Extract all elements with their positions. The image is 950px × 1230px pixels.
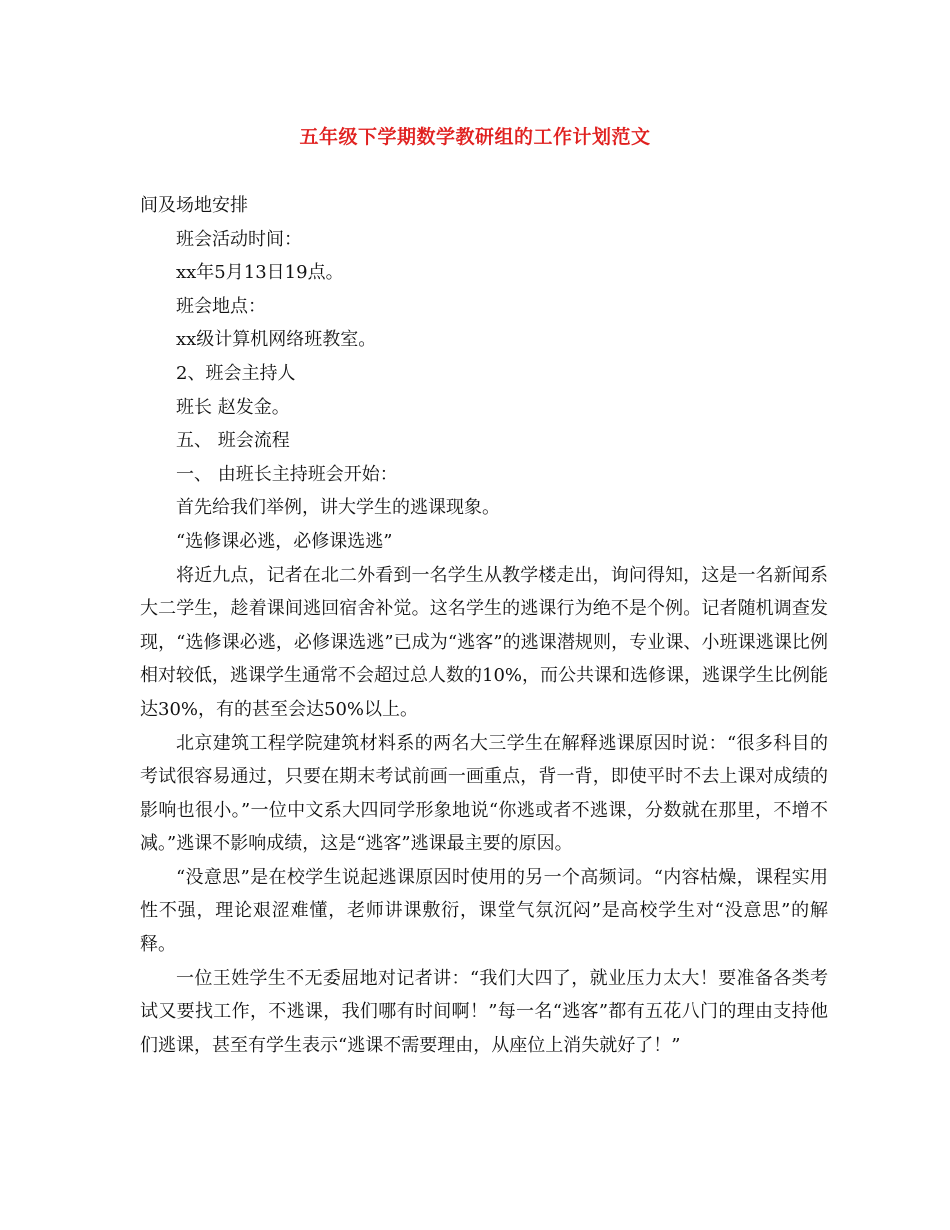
body-paragraph: 将近九点，记者在北二外看到一名学生从教学楼走出，询问得知，这是一名新闻系大二学生，趁着课间逃回宿舍补觉。这名学生的逃课行为绝不是个例。记者随机调查发现，“选修课必逃，必修课选逃”已成为“逃客”的逃课潜规则，专业课、小班课逃课比例相对较低，逃课学生通常不会超过总人数的10%，而公共课和选修课，逃课学生比例能达30%，有的甚至会达50%以上。 xyxy=(140,564,829,720)
body-paragraph: “选修课必逃，必修课选逃” xyxy=(176,530,393,552)
body-paragraph: xx年5月13日19点。 xyxy=(176,262,344,284)
body-paragraph: 2、班会主持人 xyxy=(176,362,296,384)
body-paragraph: 一、 由班长主持班会开始： xyxy=(176,463,398,485)
body-paragraph: 北京建筑工程学院建筑材料系的两名大三学生在解释逃课原因时说：“很多科目的考试很容易通过，只要在期末考试前画一画重点，背一背，即使平时不去上课对成绩的影响也很小。”一位中文系大四同学形象地说“你逃或者不逃课，分数就在那里，不增不减。”逃课不影响成绩，这是“逃客”逃课最主要的原因。 xyxy=(140,732,828,855)
body-paragraph: 首先给我们举例，讲大学生的逃课现象。 xyxy=(176,497,500,519)
body-paragraph: 班长 赵发金。 xyxy=(176,396,290,418)
document-title: 五年级下学期数学教研组的工作计划范文 xyxy=(299,126,651,148)
body-paragraph: 间及场地安排 xyxy=(140,195,248,216)
body-paragraph: 一位王姓学生不无委屈地对记者讲：“我们大四了，就业压力太大！要准备各类考试又要找工作，不逃课，我们哪有时间啊！”每一名“逃客”都有五花八门的理由支持他们逃课，甚至有学生表示“逃课不需要理由，从座位上消失就好了！” xyxy=(140,967,828,1056)
body-paragraph: “没意思”是在校学生说起逃课原因时使用的另一个高频词。“内容枯燥，课程实用性不强，理论艰涩难懂，老师讲课敷衍，课堂气氛沉闷”是高校学生对“没意思”的解释。 xyxy=(140,866,828,956)
body-paragraph: 班会地点： xyxy=(176,295,266,317)
body-paragraph: xx级计算机网络班教室。 xyxy=(176,329,377,351)
body-paragraph: 班会活动时间： xyxy=(176,228,302,250)
document-body xyxy=(140,189,828,1062)
body-paragraph: 五、 班会流程 xyxy=(176,430,290,452)
